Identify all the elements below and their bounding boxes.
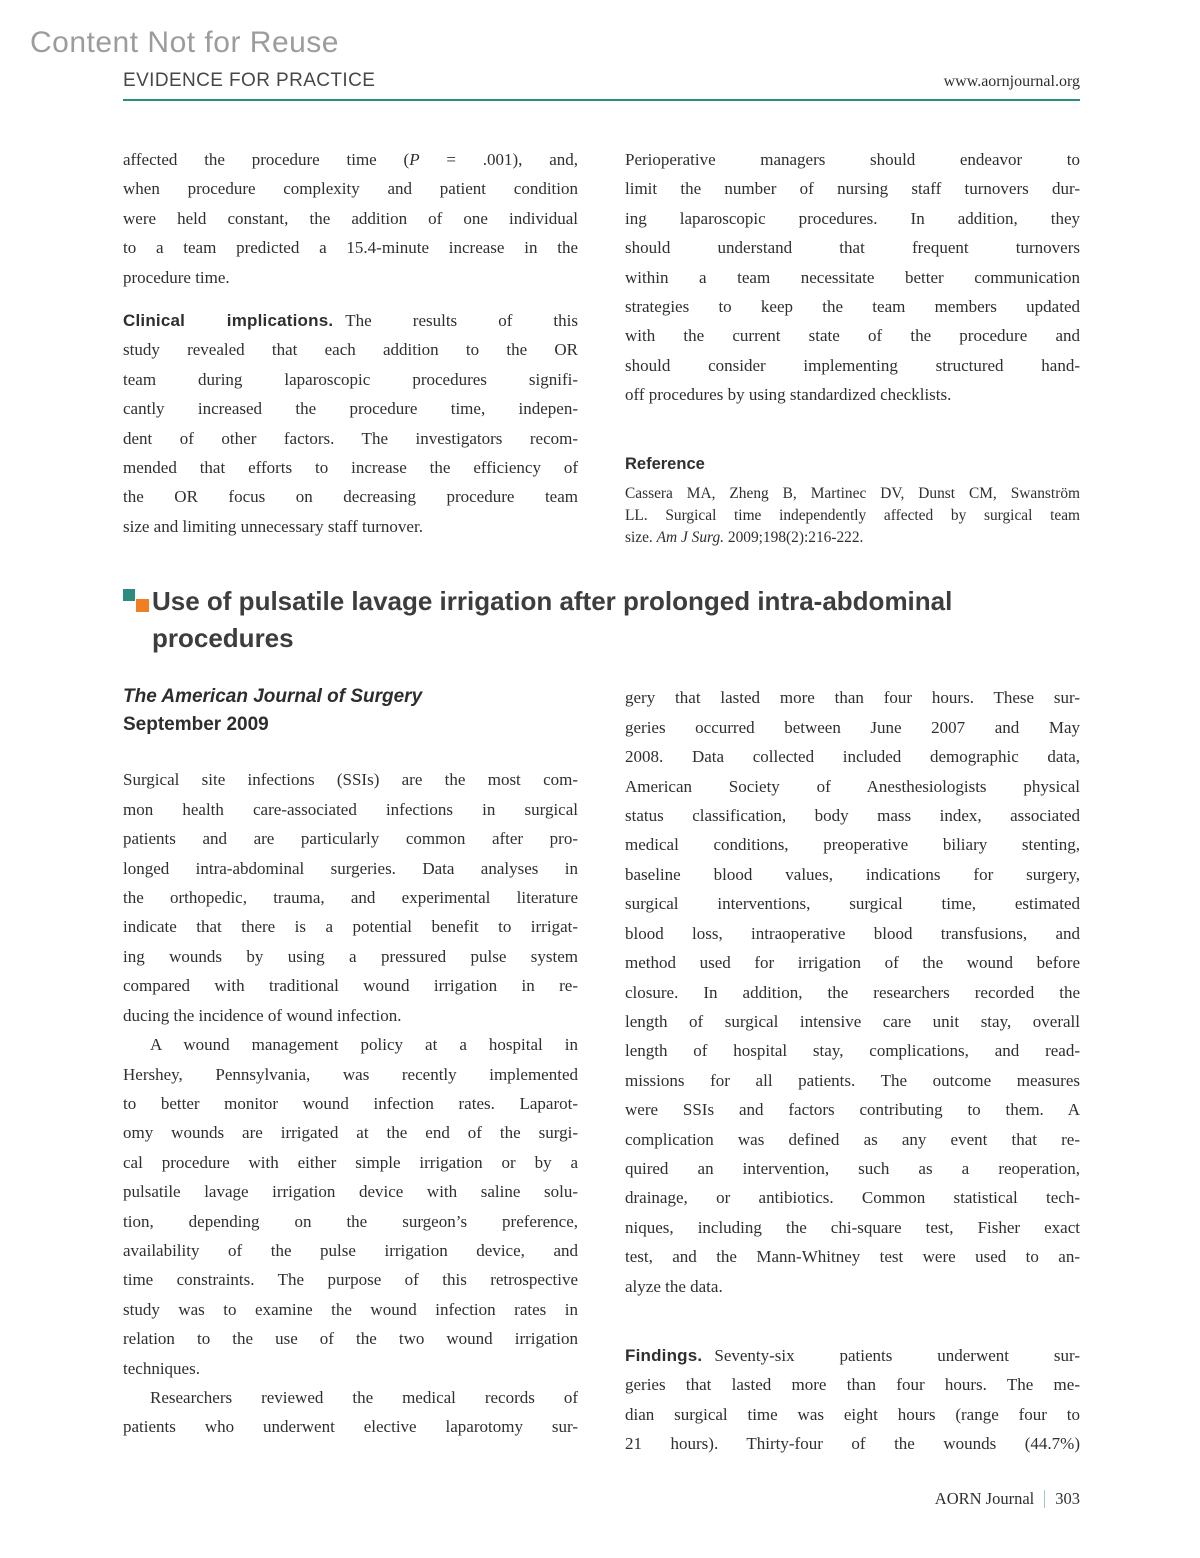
article2-title xyxy=(152,583,1080,657)
article2-left-column xyxy=(123,683,578,1458)
article2-right-column xyxy=(625,683,1080,1458)
heading-marker-icon xyxy=(123,589,152,657)
article2-title-line1: Use of pulsatile lavage irrigation after prolonged intra-abdominal xyxy=(152,586,953,617)
text-line: cantly increased the procedure time, indepen- xyxy=(123,399,578,419)
text-line: mon health care-associated infections in surgical xyxy=(123,799,578,819)
clinical-implications-paragraph xyxy=(123,306,578,541)
article1-left-column xyxy=(123,145,578,548)
text-line: when procedure complexity and patient condition xyxy=(123,179,578,199)
text-line: dian surgical time was eight hours (range four to xyxy=(625,1404,1080,1424)
text-line: to a team predicted a 15.4-minute increase in the xyxy=(123,238,578,258)
article1-columns xyxy=(123,145,1080,548)
text-line: alyze the data. xyxy=(625,1276,723,1296)
text-line: ducing the incidence of wound infection. xyxy=(123,1005,402,1025)
text-line: to better monitor wound infection rates. Laparot- xyxy=(123,1093,578,1113)
text-line: indicate that there is a potential benefit to irrigat- xyxy=(123,917,578,937)
text-line: ing laparoscopic procedures. In addition, they xyxy=(625,208,1080,228)
footer-journal-name: AORN Journal xyxy=(934,1489,1035,1508)
text-line: with the current state of the procedure and xyxy=(625,326,1080,346)
text-line: medical conditions, preoperative biliary stenting, xyxy=(625,835,1080,855)
text-line: omy wounds are irrigated at the end of the surgi- xyxy=(123,1123,578,1143)
article2-heading xyxy=(123,583,1080,657)
text-line: patients who underwent elective laparotomy sur- xyxy=(123,1417,578,1437)
text-line: geries that lasted more than four hours. The me- xyxy=(625,1375,1080,1395)
text-line: drainage, or antibiotics. Common statistical tech- xyxy=(625,1188,1080,1208)
journal-url: www.aornjournal.org xyxy=(943,73,1080,90)
text-line: length of hospital stay, complications, and read- xyxy=(625,1041,1080,1061)
text-line: geries occurred between June 2007 and May xyxy=(625,717,1080,737)
article2-title-line2: procedures xyxy=(152,623,294,654)
content-not-for-reuse-watermark: Content Not for Reuse xyxy=(30,26,339,59)
text-line: A wound management policy at a hospital in xyxy=(150,1035,578,1055)
text-line: dent of other factors. The investigators recom- xyxy=(123,428,578,448)
footer-separator xyxy=(1044,1490,1045,1508)
paragraph xyxy=(625,145,1080,410)
paragraph xyxy=(123,1030,578,1383)
text-line: were SSIs and factors contributing to them. A xyxy=(625,1100,1080,1120)
text-line: were held constant, the addition of one individual xyxy=(123,208,578,228)
text-line: surgical interventions, surgical time, estimated xyxy=(625,894,1080,914)
page-content xyxy=(123,145,1080,1459)
text-line: status classification, body mass index, associated xyxy=(625,806,1080,826)
page-footer xyxy=(123,1489,1080,1509)
text-line: closure. In addition, the researchers recorded the xyxy=(625,982,1080,1002)
page-header xyxy=(123,70,1080,101)
text-line: within a team necessitate better communication xyxy=(625,267,1080,287)
source-journal-name: The American Journal of Surgery xyxy=(123,686,423,708)
text-line: blood loss, intraoperative blood transfusions, and xyxy=(625,923,1080,943)
text-line: affected the procedure time (P = .001), and, xyxy=(123,150,578,169)
text-line: should consider implementing structured hand- xyxy=(625,355,1080,375)
text-line: Clinical implications. The results of this xyxy=(123,311,578,331)
text-line: Cassera MA, Zheng B, Martinec DV, Dunst CM, Swanström xyxy=(625,485,1080,503)
paragraph-lead: Findings. xyxy=(625,1345,703,1365)
text-line: 21 hours). Thirty-four of the wounds (44.7%) xyxy=(625,1434,1080,1454)
text-line: techniques. xyxy=(123,1358,200,1378)
article1-right-column xyxy=(625,145,1080,548)
text-line: procedure time. xyxy=(123,267,230,287)
text-line: patients and are particularly common after pro- xyxy=(123,829,578,849)
text-line: Perioperative managers should endeavor to xyxy=(625,150,1080,169)
text-line: length of surgical intensive care unit stay, overall xyxy=(625,1011,1080,1031)
article2-columns xyxy=(123,683,1080,1458)
text-line: missions for all patients. The outcome measures xyxy=(625,1070,1080,1090)
text-line: niques, including the chi-square test, Fisher exact xyxy=(625,1217,1080,1237)
text-line: LL. Surgical time independently affected by surgical team xyxy=(625,506,1080,524)
text-line: quired an intervention, such as a reoperation, xyxy=(625,1158,1080,1178)
paragraph xyxy=(123,145,578,292)
findings-paragraph xyxy=(625,1341,1080,1459)
text-line: size and limiting unnecessary staff turnover. xyxy=(123,516,423,536)
footer-page-number: 303 xyxy=(1055,1489,1080,1508)
text-line: pulsatile lavage irrigation device with saline solu- xyxy=(123,1182,578,1202)
text-line: limit the number of nursing staff turnovers dur- xyxy=(625,179,1080,199)
text-line: complication was defined as any event that re- xyxy=(625,1129,1080,1149)
text-line: American Society of Anesthesiologists physical xyxy=(625,776,1080,796)
source-date: September 2009 xyxy=(123,714,269,736)
text-line: baseline blood values, indications for surgery, xyxy=(625,864,1080,884)
text-line: strategies to keep the team members updated xyxy=(625,297,1080,317)
text-line: Hershey, Pennsylvania, was recently implemented xyxy=(123,1064,578,1084)
text-line: size. Am J Surg. 2009;198(2):216-222. xyxy=(625,528,864,546)
section-title: EVIDENCE FOR PRACTICE xyxy=(123,70,376,91)
text-line: relation to the use of the two wound irrigation xyxy=(123,1329,578,1349)
text-line: study revealed that each addition to the OR xyxy=(123,340,578,360)
text-line: longed intra-abdominal surgeries. Data analyses in xyxy=(123,858,578,878)
text-line: Findings. Seventy-six patients underwent sur- xyxy=(625,1345,1080,1365)
text-line: time constraints. The purpose of this retrospective xyxy=(123,1270,578,1290)
text-line: off procedures by using standardized checklists. xyxy=(625,385,952,405)
reference-citation xyxy=(625,483,1080,548)
text-line: availability of the pulse irrigation device, and xyxy=(123,1240,578,1260)
text-line: cal procedure with either simple irrigation or by a xyxy=(123,1152,578,1172)
text-line: test, and the Mann-Whitney test were used to an- xyxy=(625,1247,1080,1267)
reference-heading: Reference xyxy=(625,454,705,473)
paragraph-lead: Clinical implications. xyxy=(123,311,334,331)
text-line: team during laparoscopic procedures signifi- xyxy=(123,369,578,389)
text-line: compared with traditional wound irrigation in re- xyxy=(123,976,578,996)
orange-square-icon xyxy=(136,599,149,612)
text-line: the OR focus on decreasing procedure team xyxy=(123,487,578,507)
paragraph xyxy=(625,683,1080,1301)
text-line: ing wounds by using a pressured pulse system xyxy=(123,946,578,966)
text-line: Surgical site infections (SSIs) are the most com- xyxy=(123,770,578,790)
text-line: method used for irrigation of the wound before xyxy=(625,953,1080,973)
text-line: the orthopedic, trauma, and experimental literature xyxy=(123,888,578,908)
text-line: should understand that frequent turnovers xyxy=(625,238,1080,258)
text-line: Researchers reviewed the medical records of xyxy=(150,1387,578,1407)
source-block xyxy=(123,683,578,739)
text-line: 2008. Data collected included demographic data, xyxy=(625,747,1080,767)
reference-block xyxy=(625,450,1080,549)
text-line: gery that lasted more than four hours. These sur- xyxy=(625,688,1080,708)
text-line: mended that efforts to increase the efficiency of xyxy=(123,458,578,478)
paragraph xyxy=(123,765,578,1030)
paragraph xyxy=(123,1383,578,1442)
text-line: study was to examine the wound infection rates in xyxy=(123,1299,578,1319)
text-line: tion, depending on the surgeon’s preference, xyxy=(123,1211,578,1231)
teal-square-icon xyxy=(123,589,135,601)
